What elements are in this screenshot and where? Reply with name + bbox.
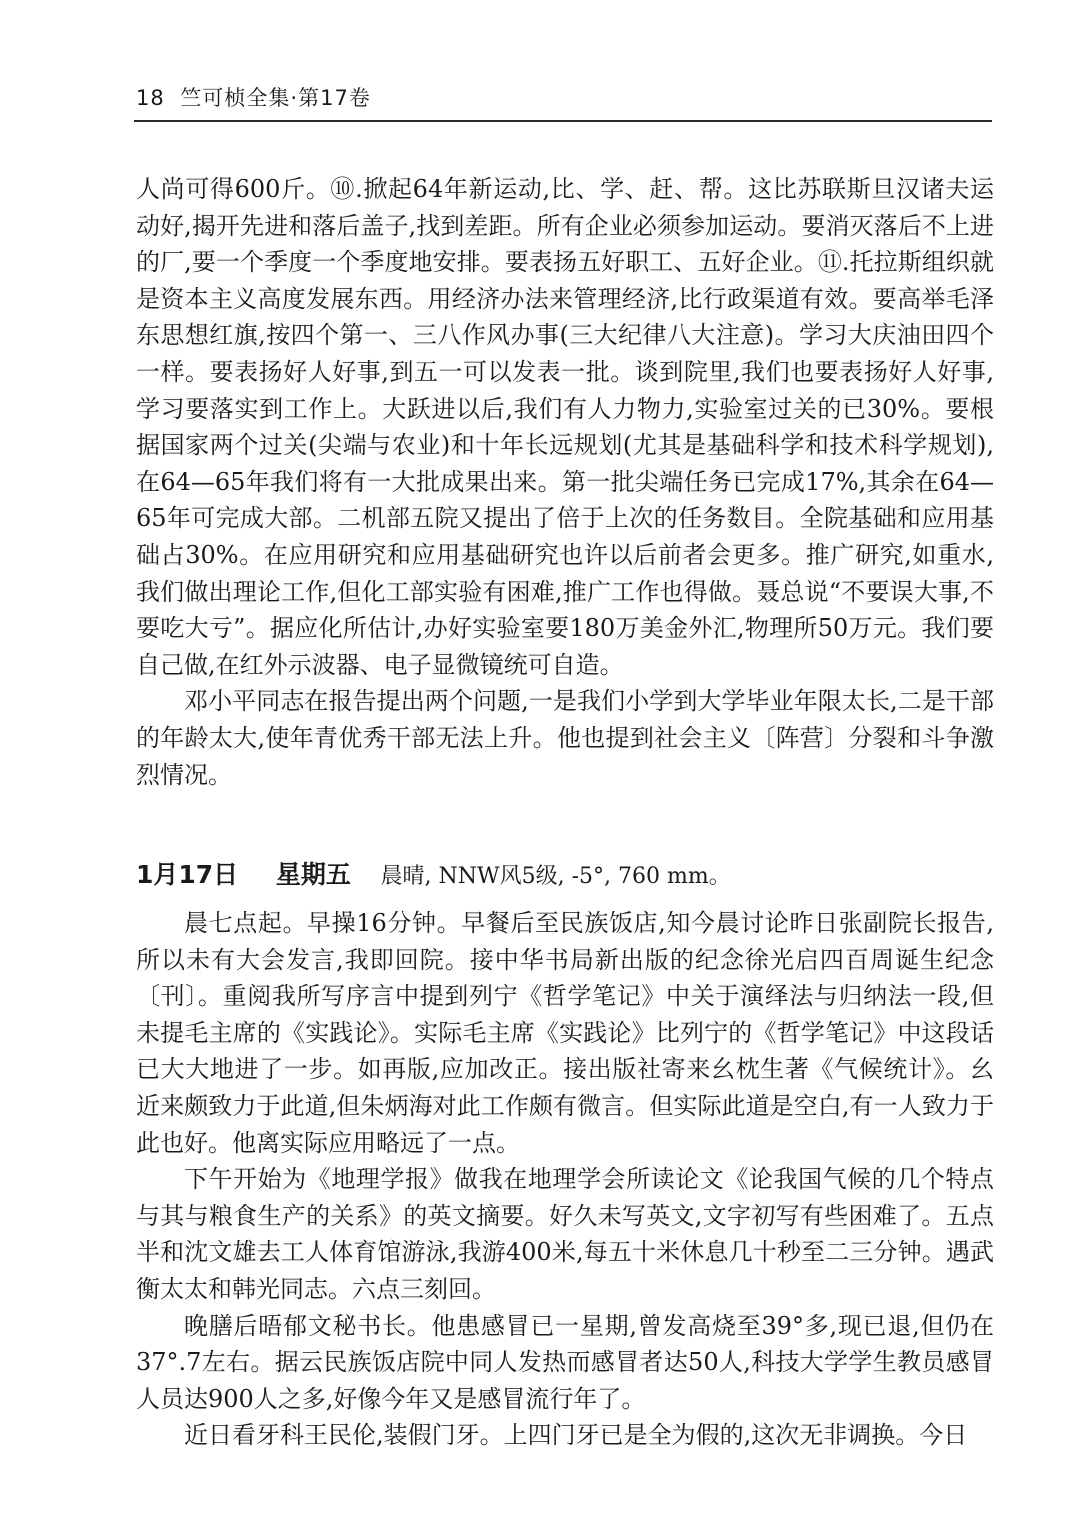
header-rule — [134, 120, 992, 122]
paragraph: 晚膳后晤郁文秘书长。他患感冒已一星期,曾发高烧至39°多,现已退,但仍在37°.7左右。据云民族饭店院中同人发热而感冒者达50人,科技大学学生教员感冒人员达900人之多,好像今年又是感冒流行年了。 — [136, 1311, 994, 1413]
running-header — [136, 82, 371, 112]
paragraph: 晨七点起。早操16分钟。早餐后至民族饭店,知今晨讨论昨日张副院长报告,所以未有大会发言,我即回院。接中华书局新出版的纪念徐光启四百周诞生纪念〔刊〕。重阅我所写序言中提到列宁《哲学笔记》中关于演绎法与归纳法一段,但未提毛主席的《实践论》。实际毛主席《实践论》比列宁的《哲学笔记》中这段话已大大地进了一步。如再版,应加改正。接出版社寄来幺枕生著《气候统计》。幺近来颇致力于此道,但朱炳海对此工作颇有微言。但实际此道是空白,有一人致力于此也好。他离实际应用略远了一点。 — [136, 909, 994, 1157]
body-text — [136, 171, 994, 1454]
paragraph: 近日看牙科王民伦,装假门牙。上四门牙已是全为假的,这次无非调换。今日 — [184, 1421, 968, 1450]
entry-weather: 晨晴, NNW风5级, -5°, 760 mm。 — [380, 864, 731, 890]
entry-date: 1月17日 — [136, 860, 239, 890]
page-number: 18 — [136, 86, 165, 110]
diary-entry-heading — [136, 857, 994, 895]
paragraph: 下午开始为《地理学报》做我在地理学会所读论文《论我国气候的几个特点与其与粮食生产的关系》的英文摘要。好久未写英文,文字初写有些困难了。五点半和沈文雄去工人体育馆游泳,我游400米,每五十米休息几十秒至二三分钟。遇武衡太太和韩光同志。六点三刻回。 — [136, 1165, 994, 1304]
paragraph: 邓小平同志在报告提出两个问题,一是我们小学到大学毕业年限太长,二是干部的年龄太大,使年青优秀干部无法上升。他也提到社会主义〔阵营〕分裂和斗争激烈情况。 — [136, 687, 994, 789]
paragraph: 人尚可得600斤。⑩.掀起64年新运动,比、学、赶、帮。这比苏联斯旦汉诸夫运动好,揭开先进和落后盖子,找到差距。所有企业必须参加运动。要消灭落后不上进的厂,要一个季度一个季度地安排。要表扬五好职工、五好企业。⑪.托拉斯组织就是资本主义高度发展东西。用经济办法来管理经济,比行政渠道有效。要高举毛泽东思想红旗,按四个第一、三八作风办事(三大纪律八大注意)。学习大庆油田四个一样。要表扬好人好事,到五一可以发表一批。谈到院里,我们也要表扬好人好事,学习要落实到工作上。大跃进以后,我们有人力物力,实验室过关的已30%。要根据国家两个过关(尖端与农业)和十年长远规划(尤其是基础科学和技术科学规划),在64—65年我们将有一大批成果出来。第一批尖端任务已完成17%,其余在64—65年可完成大部。二机部五院又提出了倍于上次的任务数目。全院基础和应用基础占30%。在应用研究和应用基础研究也许以后前者会更多。推广研究,如重水,我们做出理论工作,但化工部实验有困难,推广工作也得做。聂总说“不要误大事,不要吃大亏”。据应化所估计,办好实验室要180万美金外汇,物理所50万元。我们要自己做,在红外示波器、电子显微镜统可自造。 — [136, 175, 994, 679]
running-title: 竺可桢全集·第17卷 — [180, 86, 371, 110]
entry-weekday: 星期五 — [275, 860, 351, 890]
